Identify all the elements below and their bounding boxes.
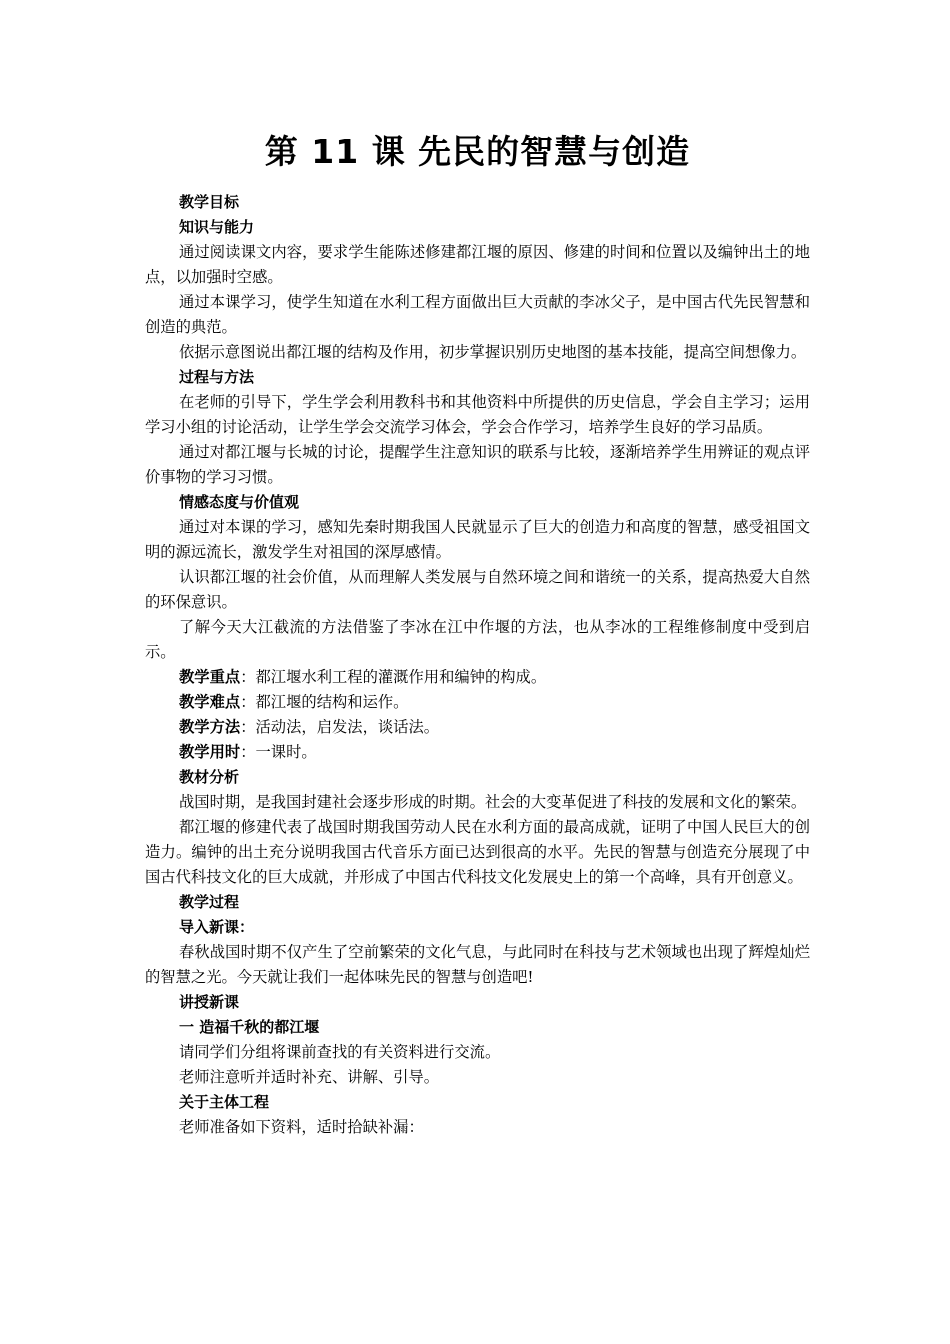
paragraph: 通过本课学习，使学生知道在水利工程方面做出巨大贡献的李冰父子，是中国古代先民智慧和创造的典范。 [145, 293, 810, 336]
heading-teaching-process: 教学过程 [179, 893, 240, 911]
paragraph: 请同学们分组将课前查找的有关资料进行交流。 [179, 1043, 501, 1061]
paragraph: 认识都江堰的社会价值，从而理解人类发展与自然环境之间和谐统一的关系，提高热爱大自然的环保意识。 [145, 568, 810, 611]
heading-section-dujiangyan: 一 造福千秋的都江堰 [179, 1018, 320, 1036]
paragraph: 战国时期，是我国封建社会逐步形成的时期。社会的大变革促进了科技的发展和文化的繁荣。 [179, 793, 807, 811]
paragraph: 春秋战国时期不仅产生了空前繁荣的文化气息，与此同时在科技与艺术领域也出现了辉煌灿烂的智慧之光。今天就让我们一起体味先民的智慧与创造吧! [145, 943, 810, 986]
teaching-time [145, 740, 810, 765]
paragraph: 都江堰的修建代表了战国时期我国劳动人民在水利方面的最高成就，证明了中国人民巨大的创造力。编钟的出土充分说明我国古代音乐方面已达到很高的水平。先民的智慧与创造充分展现了中国古代科技文化的巨大成就，并形成了中国古代科技文化发展史上的第一个高峰，具有开创意义。 [145, 818, 810, 886]
heading-emotion-values: 情感态度与价值观 [179, 493, 300, 511]
teaching-difficulty [145, 690, 810, 715]
paragraph: 通过对本课的学习，感知先秦时期我国人民就显示了巨大的创造力和高度的智慧，感受祖国文明的源远流长，激发学生对祖国的深厚感情。 [145, 518, 810, 561]
teaching-method-text: ：活动法，启发法，谈话法。 [240, 718, 440, 736]
teaching-focus-label: 教学重点 [179, 668, 241, 686]
teaching-difficulty-label: 教学难点 [179, 693, 241, 711]
heading-main-project: 关于主体工程 [179, 1093, 270, 1111]
heading-teaching-goals: 教学目标 [179, 193, 240, 211]
heading-introduction: 导入新课： [179, 918, 255, 936]
teaching-focus [145, 665, 810, 690]
teaching-difficulty-text: ：都江堰的结构和运作。 [240, 693, 409, 711]
teaching-time-text: ：一课时。 [240, 743, 317, 761]
heading-knowledge-ability: 知识与能力 [179, 218, 255, 236]
paragraph: 通过阅读课文内容，要求学生能陈述修建都江堰的原因、修建的时间和位置以及编钟出土的地点，以加强时空感。 [145, 243, 810, 286]
heading-new-lesson: 讲授新课 [179, 993, 240, 1011]
document-body [145, 128, 810, 1140]
paragraph: 了解今天大江截流的方法借鉴了李冰在江中作堰的方法，也从李冰的工程维修制度中受到启示。 [145, 618, 810, 661]
teaching-focus-text: ：都江堰水利工程的灌溉作用和编钟的构成。 [240, 668, 547, 686]
teaching-method-label: 教学方法 [179, 718, 241, 736]
heading-process-method: 过程与方法 [179, 368, 255, 386]
teaching-time-label: 教学用时 [179, 743, 241, 761]
paragraph: 在老师的引导下，学生学会利用教科书和其他资料中所提供的历史信息，学会自主学习；运用学习小组的讨论活动，让学生学会交流学习体会，学会合作学习，培养学生良好的学习品质。 [145, 393, 810, 436]
teaching-method [145, 715, 810, 740]
paragraph: 依据示意图说出都江堰的结构及作用，初步掌握识别历史地图的基本技能，提高空间想像力。 [179, 343, 807, 361]
paragraph: 老师准备如下资料，适时拾缺补漏： [179, 1118, 424, 1136]
heading-material-analysis: 教材分析 [179, 768, 240, 786]
lesson-title: 第 11 课 先民的智慧与创造 [264, 132, 691, 171]
paragraph: 通过对都江堰与长城的讨论，提醒学生注意知识的联系与比较，逐渐培养学生用辨证的观点评价事物的学习习惯。 [145, 443, 810, 486]
paragraph: 老师注意听并适时补充、讲解、引导。 [179, 1068, 440, 1086]
